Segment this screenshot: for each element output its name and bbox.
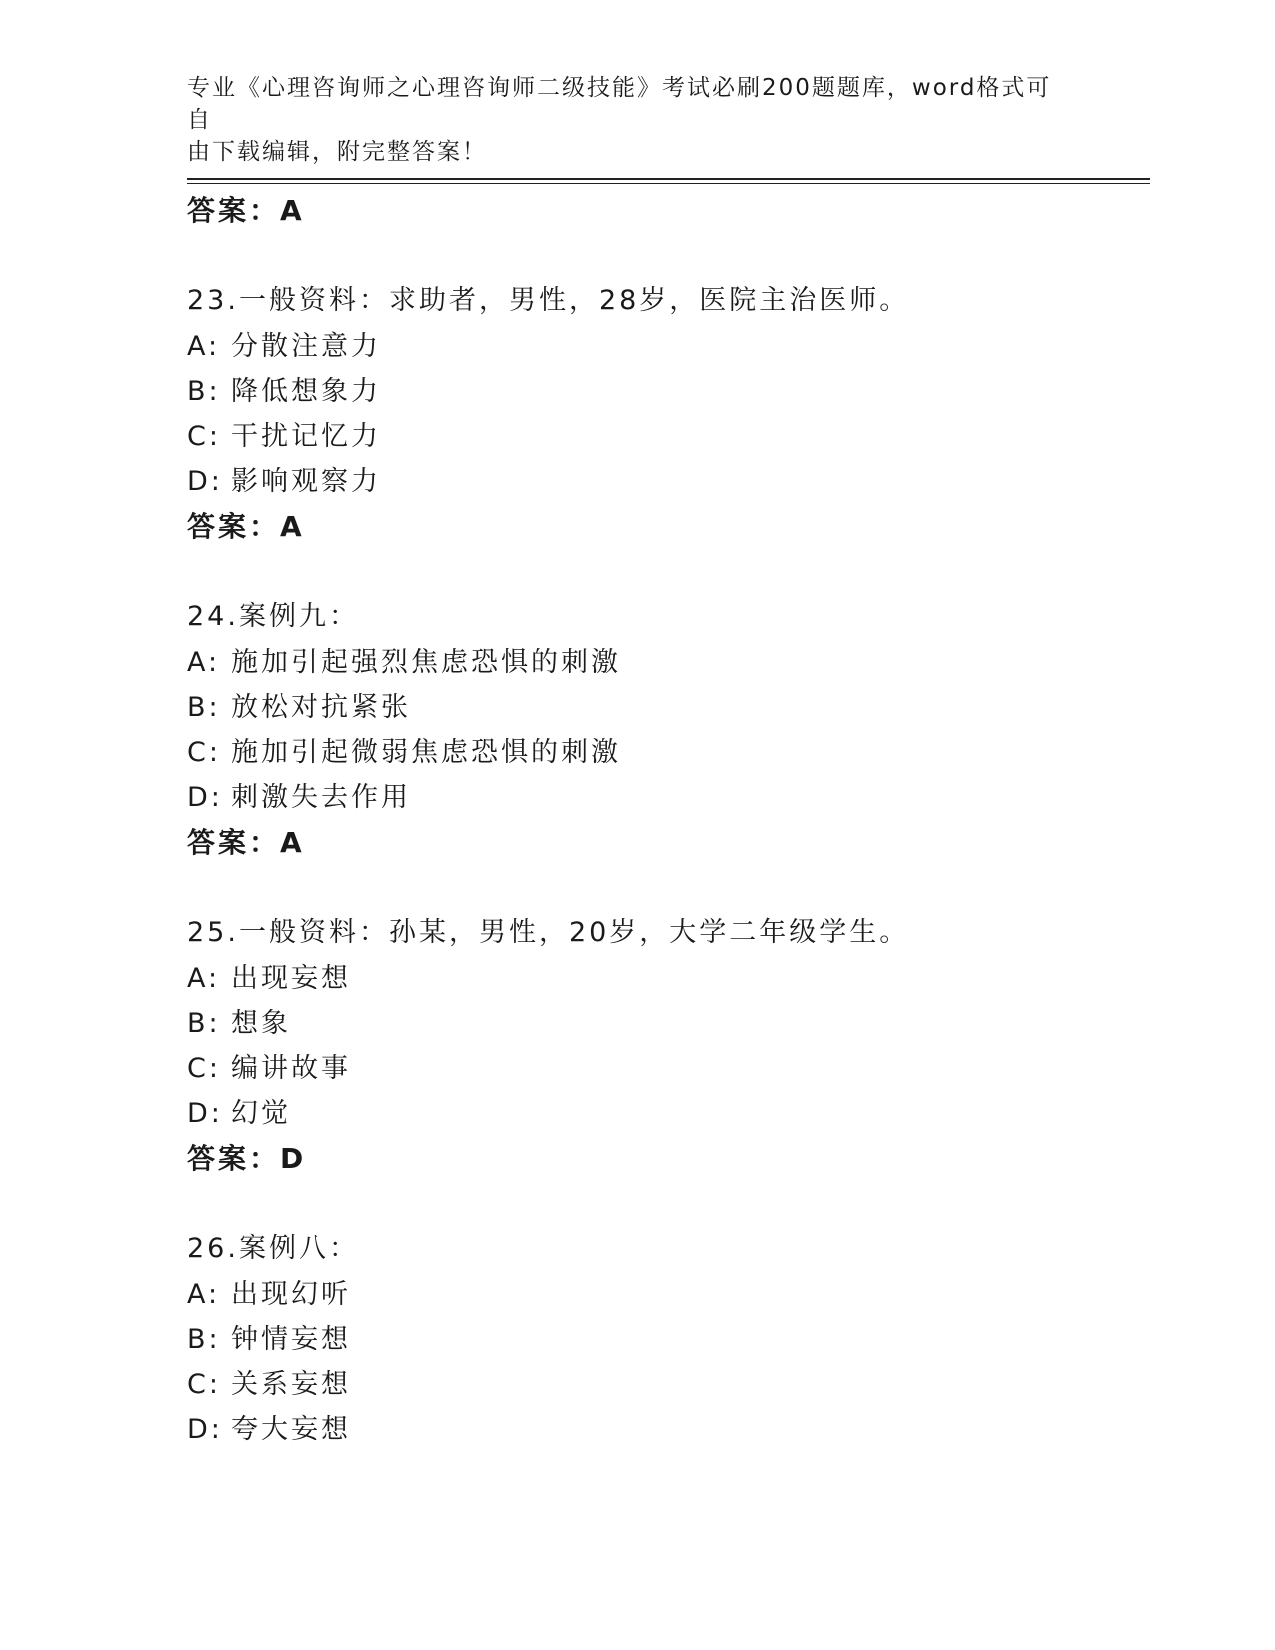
option-letter: A: (187, 647, 221, 678)
option-text: 夸大妄想 (231, 1414, 351, 1445)
option-b (187, 685, 1147, 730)
option-letter: C: (187, 737, 221, 768)
question-block (187, 1226, 1147, 1452)
option-letter: D: (187, 782, 223, 813)
option-d (187, 459, 1147, 504)
option-d (187, 1091, 1147, 1136)
option-letter: B: (187, 376, 221, 407)
header-rule-thin (187, 183, 1150, 184)
option-text: 降低想象力 (231, 376, 381, 407)
option-b (187, 1317, 1147, 1362)
answer-line: 答案：A (187, 194, 305, 227)
option-letter: D: (187, 1414, 223, 1445)
option-c (187, 1362, 1147, 1407)
option-c (187, 1046, 1147, 1091)
question-block (187, 910, 1147, 1182)
option-letter: C: (187, 421, 221, 452)
option-letter: A: (187, 963, 221, 994)
question-title: 23.一般资料：求助者，男性，28岁，医院主治医师。 (187, 285, 910, 316)
answer-line: 答案：A (187, 826, 305, 859)
option-a (187, 1272, 1147, 1317)
option-letter: A: (187, 1279, 221, 1310)
header-line-2: 由下载编辑，附完整答案！ (187, 139, 487, 165)
option-letter: D: (187, 466, 223, 497)
option-letter: C: (187, 1053, 221, 1084)
option-text: 刺激失去作用 (231, 782, 411, 813)
option-text: 出现妄想 (231, 963, 351, 994)
option-letter: D: (187, 1098, 223, 1129)
option-text: 施加引起微弱焦虑恐惧的刺激 (231, 737, 621, 768)
option-b (187, 1001, 1147, 1046)
option-c (187, 414, 1147, 459)
option-text: 关系妄想 (231, 1369, 351, 1400)
option-letter: B: (187, 1324, 221, 1355)
option-text: 施加引起强烈焦虑恐惧的刺激 (231, 647, 621, 678)
option-d (187, 1407, 1147, 1452)
option-text: 出现幻听 (231, 1279, 351, 1310)
option-text: 放松对抗紧张 (231, 692, 411, 723)
option-d (187, 775, 1147, 820)
question-block (187, 594, 1147, 866)
option-text: 幻觉 (231, 1098, 291, 1129)
header-rule-thick (187, 178, 1150, 180)
answer-line: 答案：A (187, 510, 305, 543)
option-text: 编讲故事 (231, 1053, 351, 1084)
option-text: 钟情妄想 (231, 1324, 351, 1355)
option-b (187, 369, 1147, 414)
option-a (187, 956, 1147, 1001)
option-text: 想象 (231, 1008, 291, 1039)
header-line-1: 专业《心理咨询师之心理咨询师二级技能》考试必刷200题题库，word格式可自 (187, 75, 1052, 133)
question-block (187, 278, 1147, 550)
document-header (187, 72, 1067, 168)
option-c (187, 730, 1147, 775)
question-title: 25.一般资料：孙某，男性，20岁，大学二年级学生。 (187, 917, 910, 948)
option-letter: B: (187, 692, 221, 723)
option-text: 干扰记忆力 (231, 421, 381, 452)
option-letter: C: (187, 1369, 221, 1400)
option-text: 影响观察力 (231, 466, 381, 497)
option-text: 分散注意力 (231, 331, 381, 362)
question-title: 24.案例九： (187, 601, 359, 632)
option-a (187, 640, 1147, 685)
question-title: 26.案例八： (187, 1233, 359, 1264)
option-a (187, 324, 1147, 369)
option-letter: A: (187, 331, 221, 362)
document-content (187, 188, 1147, 1452)
option-letter: B: (187, 1008, 221, 1039)
answer-line: 答案：D (187, 1142, 307, 1175)
